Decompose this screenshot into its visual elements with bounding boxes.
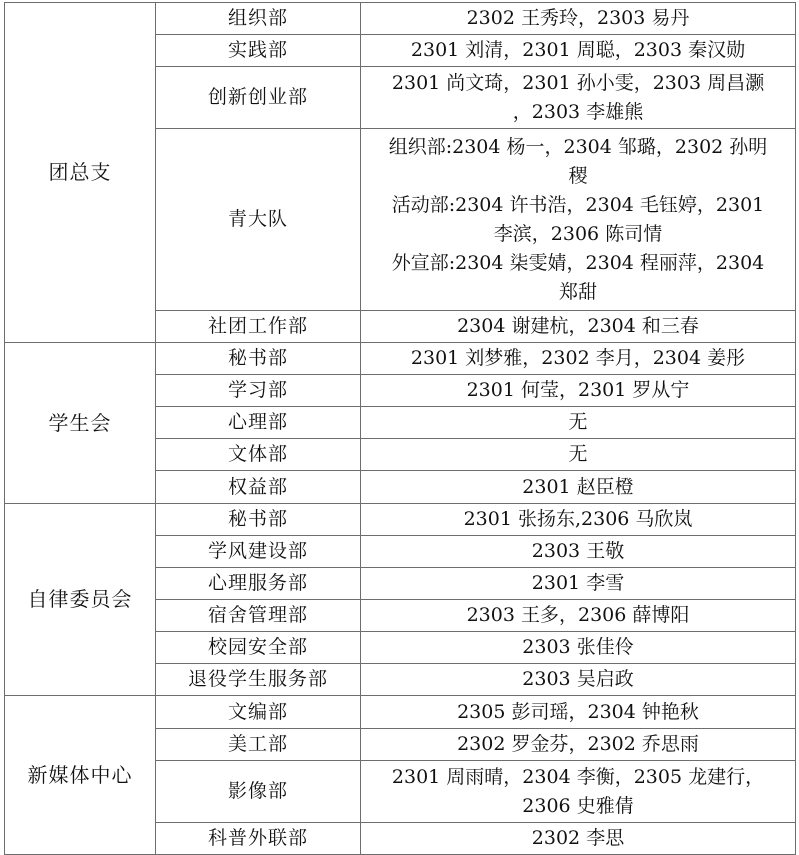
- department-name: 心理服务部: [156, 568, 361, 600]
- department-name: 青大队: [156, 129, 361, 311]
- department-name: 秘书部: [156, 504, 361, 536]
- department-name: 文编部: [156, 696, 361, 729]
- department-name: 校园安全部: [156, 632, 361, 664]
- department-members: [361, 375, 796, 407]
- department-members: [361, 471, 796, 504]
- department-members: [361, 3, 796, 35]
- member-line: 2304 谢建杭，2304 和三春: [457, 315, 699, 337]
- member-line: 2303 张佳伶: [522, 636, 634, 658]
- department-members: [361, 311, 796, 343]
- member-line: 2302 王秀玲，2303 易丹: [466, 7, 690, 29]
- department-members: [361, 823, 796, 855]
- member-line: 活动部:2304 许书浩，2304 毛钰婷，2301: [391, 193, 765, 216]
- member-line: ，2303 李雄熊: [512, 100, 644, 123]
- member-line: 2303 吴启政: [522, 668, 634, 690]
- member-line: 稷: [568, 164, 588, 187]
- organization-table-body: [5, 3, 796, 855]
- department-members: [361, 35, 796, 67]
- member-line: 无: [568, 443, 588, 465]
- member-line: 2302 罗金芬，2302 乔思雨: [457, 733, 699, 755]
- department-members: [361, 632, 796, 664]
- department-name: 学习部: [156, 375, 361, 407]
- member-line: 2301 刘梦雅，2302 李月，2304 姜彤: [410, 347, 746, 369]
- member-line: 2302 李思: [531, 827, 625, 849]
- department-members: [361, 696, 796, 729]
- member-line: 2301 刘清，2301 周聪，2303 秦汉勋: [410, 39, 746, 61]
- member-line: 郑甜: [558, 280, 597, 303]
- table-row: [5, 3, 796, 35]
- organization-name: 学生会: [5, 343, 156, 504]
- table-row: [5, 504, 796, 536]
- member-line: 组织部:2304 杨一，2304 邹璐，2302 孙明: [388, 135, 768, 158]
- department-members: [361, 439, 796, 471]
- department-name: 社团工作部: [156, 311, 361, 343]
- department-members: [361, 761, 796, 823]
- organization-name: 自律委员会: [5, 504, 156, 696]
- member-line: 2305 彭司瑶，2304 钟艳秋: [457, 700, 699, 723]
- department-name: 组织部: [156, 3, 361, 35]
- department-members: [361, 407, 796, 439]
- member-line: 2301 周雨晴，2304 李衡，2305 龙建行，: [391, 765, 765, 788]
- department-name: 秘书部: [156, 343, 361, 375]
- department-members: [361, 664, 796, 696]
- department-name: 学风建设部: [156, 536, 361, 568]
- department-name: 文体部: [156, 439, 361, 471]
- department-name: 美工部: [156, 729, 361, 761]
- department-members: [361, 129, 796, 311]
- department-name: 实践部: [156, 35, 361, 67]
- department-members: [361, 729, 796, 761]
- department-members: [361, 343, 796, 375]
- member-line: 2301 尚文琦，2301 孙小雯，2303 周昌灏: [391, 71, 765, 94]
- member-line: 2306 史雅倩: [522, 794, 634, 817]
- table-row: [5, 696, 796, 729]
- department-members: [361, 67, 796, 129]
- organization-name: 新媒体中心: [5, 696, 156, 855]
- member-line: 2301 何莹，2301 罗从宁: [466, 379, 690, 401]
- member-line: 无: [568, 411, 588, 433]
- department-name: 退役学生服务部: [156, 664, 361, 696]
- organization-name: 团总支: [5, 3, 156, 343]
- department-name: 心理部: [156, 407, 361, 439]
- member-line: 外宣部:2304 柒雯婧，2304 程丽萍，2304: [391, 251, 765, 274]
- member-line: 李滨，2306 陈司情: [493, 222, 663, 245]
- member-line: 2303 王敬: [531, 540, 625, 562]
- department-name: 宿舍管理部: [156, 600, 361, 632]
- organization-table: [4, 2, 796, 855]
- department-members: [361, 504, 796, 536]
- department-members: [361, 600, 796, 632]
- department-name: 科普外联部: [156, 823, 361, 855]
- department-name: 影像部: [156, 761, 361, 823]
- department-members: [361, 536, 796, 568]
- table-row: [5, 343, 796, 375]
- member-line: 2303 王多，2306 薛博阳: [466, 604, 690, 626]
- member-line: 2301 张扬东,2306 马欣岚: [463, 508, 693, 530]
- department-name: 权益部: [156, 471, 361, 504]
- member-line: 2301 李雪: [531, 572, 625, 594]
- member-line: 2301 赵臣橙: [522, 475, 634, 498]
- department-members: [361, 568, 796, 600]
- department-name: 创新创业部: [156, 67, 361, 129]
